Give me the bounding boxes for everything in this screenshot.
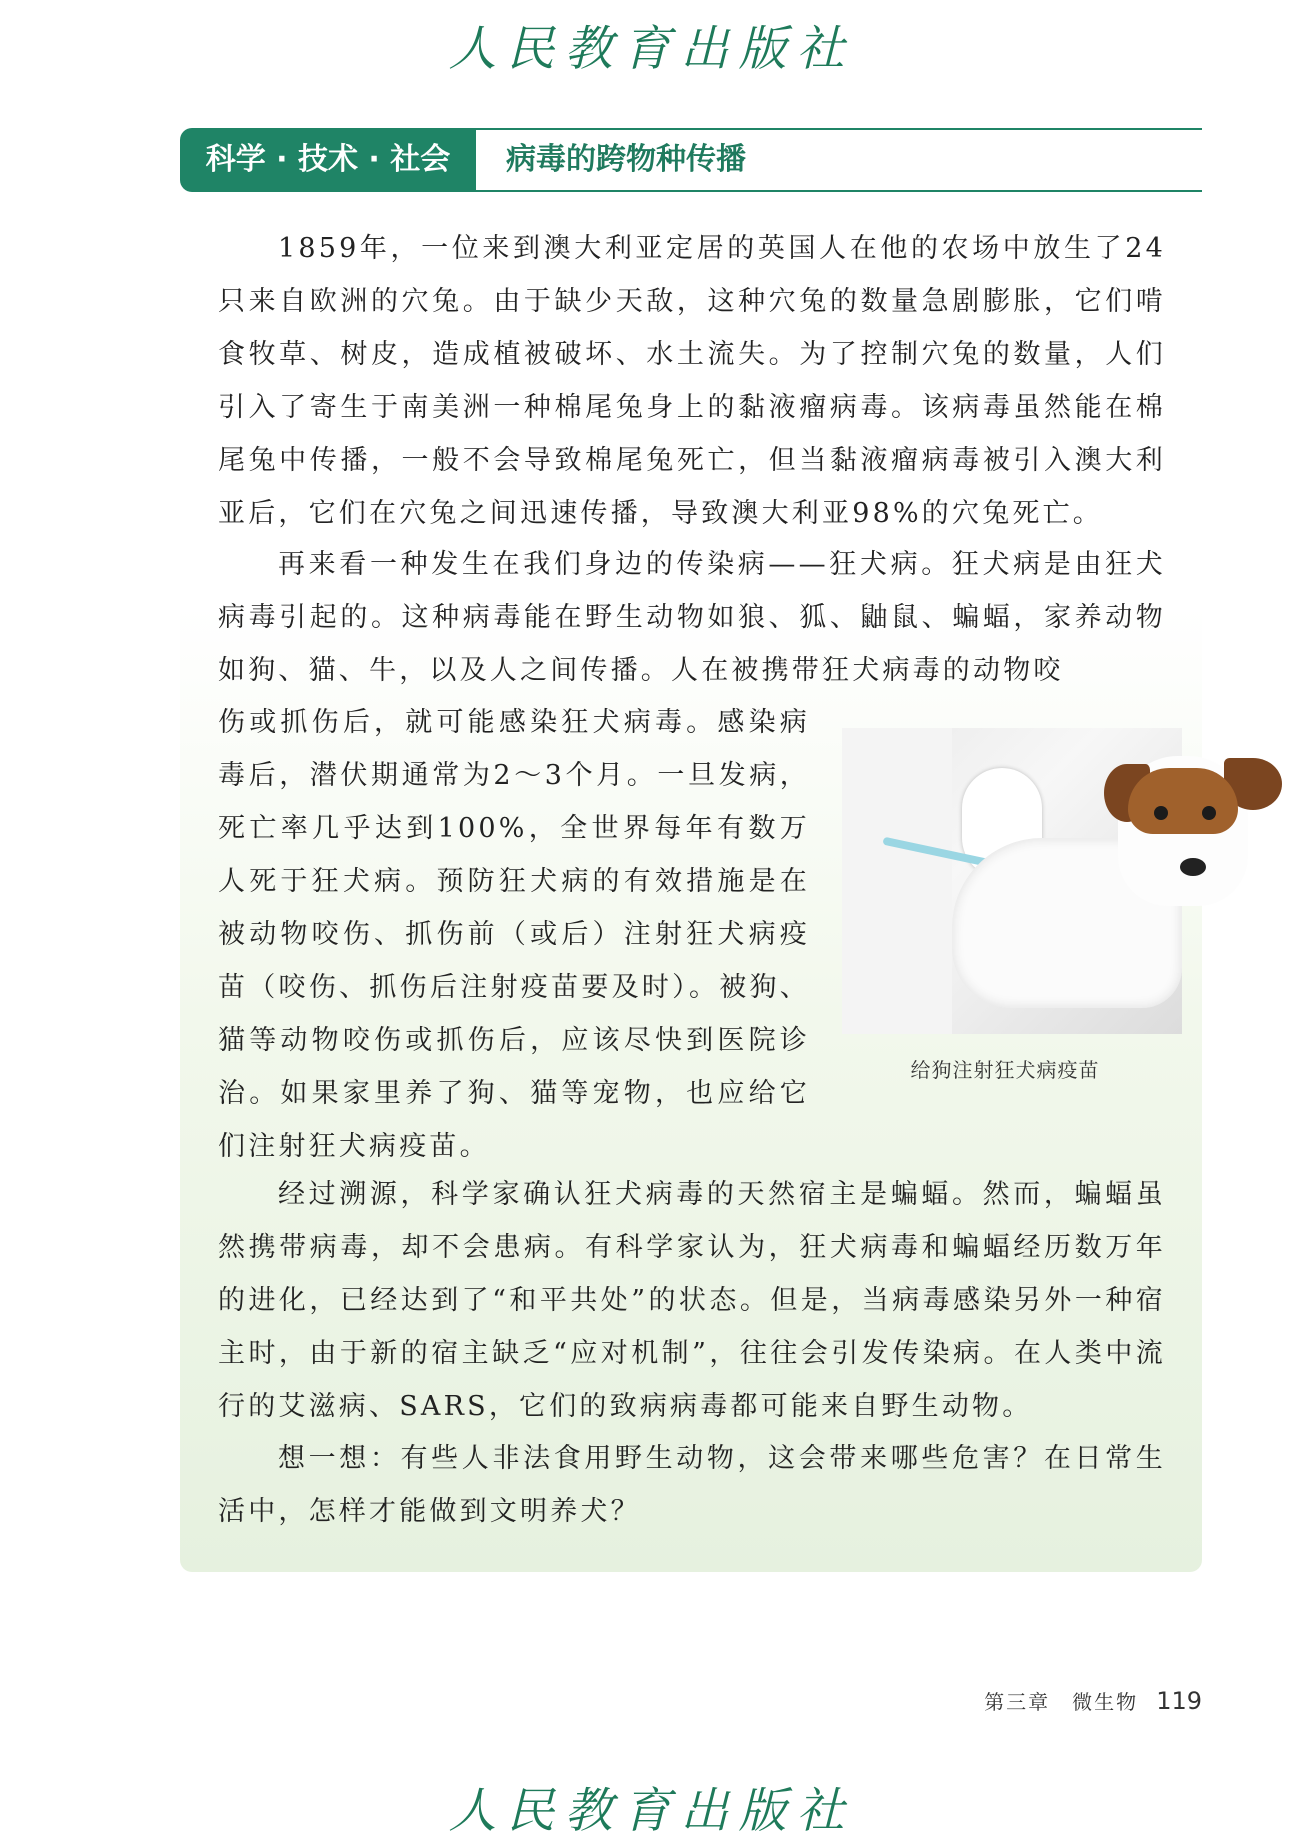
section-tag: 科学 · 技术 · 社会 — [180, 128, 476, 192]
dog-eye-right — [1202, 806, 1216, 820]
paragraph-bat-origin: 经过溯源，科学家确认狂犬病毒的天然宿主是蝙蝠。然而，蝙蝠虽然携带病毒，却不会患病。有科学家认为，狂犬病毒和蝙蝠经历数万年的进化，已经达到了“和平共处”的状态。但是，当病毒感染另外一种宿主时，由于新的宿主缺乏“应对机制”，往往会引发传染病。在人类中流行的艾滋病、SARS，它们的致病病毒都可能来自野生动物。 — [218, 1179, 1166, 1422]
dog-nose — [1180, 858, 1206, 876]
paragraph-rabies-intro: 再来看一种发生在我们身边的传染病——狂犬病。狂犬病是由狂犬病毒引起的。这种病毒能在野生动物如狼、狐、鼬鼠、蝙蝠，家养动物如狗、猫、牛，以及人之间传播。人在被携带狂犬病毒的动物咬 — [218, 549, 1166, 686]
figure-caption: 给狗注射狂犬病疫苗 — [910, 1058, 1100, 1082]
dog-vaccination-photo — [842, 728, 1242, 1034]
chapter-label: 第三章 微生物 — [984, 1690, 1139, 1714]
page-number: 119 — [1156, 1687, 1202, 1715]
paragraph-think: 想一想：有些人非法食用野生动物，这会带来哪些危害？在日常生活中，怎样才能做到文明养犬？ — [218, 1443, 1166, 1527]
page-footer — [984, 1686, 1202, 1715]
publisher-logo-top: 人民教育出版社 — [448, 21, 855, 77]
section-header — [180, 128, 1202, 192]
dog-head-patch — [1128, 768, 1238, 834]
paragraph-rabbits: 1859年，一位来到澳大利亚定居的英国人在他的农场中放生了24只来自欧洲的穴兔。由于缺少天敌，这种穴兔的数量急剧膨胀，它们啃食牧草、树皮，造成植被破坏、水土流失。为了控制穴兔的数量，人们引入了寄生于南美洲一种棉尾兔身上的黏液瘤病毒。该病毒虽然能在棉尾兔中传播，一般不会导致棉尾兔死亡，但当黏液瘤病毒被引入澳大利亚后，它们在穴兔之间迅速传播，导致澳大利亚98%的穴兔死亡。 — [218, 233, 1166, 529]
dog-eye-left — [1154, 806, 1168, 820]
vet-coat — [842, 728, 952, 1034]
section-title: 病毒的跨物种传播 — [506, 142, 746, 177]
publisher-logo-bottom: 人民教育出版社 — [448, 1783, 855, 1839]
paragraph-rabies-prevention: 伤或抓伤后，就可能感染狂犬病毒。感染病毒后，潜伏期通常为2～3个月。一旦发病，死亡率几乎达到100%，全世界每年有数万人死于狂犬病。预防狂犬病的有效措施是在被动物咬伤、抓伤前（或后）注射狂犬病疫苗（咬伤、抓伤后注射疫苗要及时）。被狗、猫等动物咬伤或抓伤后，应该尽快到医院诊治。如果家里养了狗、猫等宠物，也应给它们注射狂犬病疫苗。 — [218, 707, 810, 1162]
